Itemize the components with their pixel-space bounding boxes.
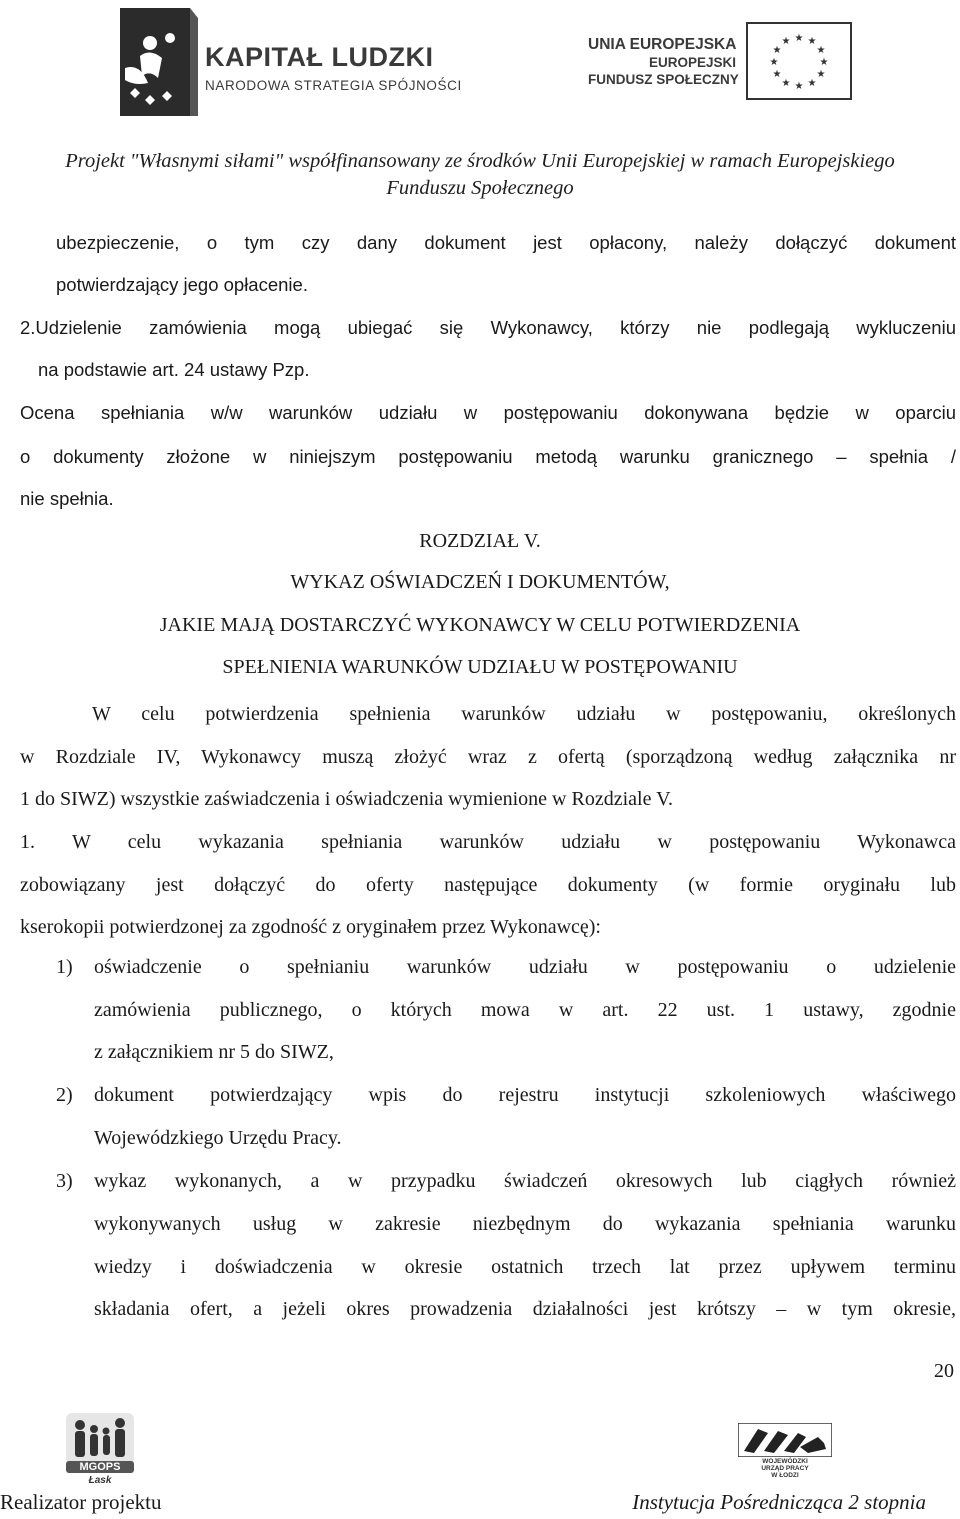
ue-logo-line3: FUNDUSZ SPOŁECZNY <box>588 72 739 87</box>
paragraph-line: nie spełnia. <box>20 488 114 509</box>
project-line-2: Funduszu Społecznego <box>386 177 574 199</box>
list-item-line: Wojewódzkiego Urzędu Pracy. <box>94 1127 342 1149</box>
list-item-line: wykonywanych usług w zakresie niezbędnym do wykazania spełniania warunku <box>94 1213 956 1235</box>
paragraph-line: na podstawie art. 24 ustawy Pzp. <box>38 359 310 380</box>
paragraph-line: 1. W celu wykazania spełniania warunków udziału w postępowaniu Wykonawca <box>20 831 956 853</box>
wup-logo-text <box>738 1458 832 1479</box>
wup-logo-line1: WOJEWÓDZKI <box>762 1458 808 1465</box>
paragraph-line: 2.Udzielenie zamówienia mogą ubiegać się Wykonawcy, którzy nie podlegają wykluczeniu <box>20 317 956 338</box>
footer-intermediate-institution: Instytucja Pośrednicząca 2 stopnia <box>632 1490 926 1514</box>
paragraph-line: potwierdzający jego opłacenie. <box>56 274 308 295</box>
svg-text:★: ★ <box>794 81 804 92</box>
mgops-logo-line1: MGOPS <box>66 1461 134 1473</box>
list-item-line: oświadczenie o spełnianiu warunków udziału w postępowaniu o udzielenie <box>94 956 956 978</box>
mgops-logo-line2: Łask <box>88 1475 112 1486</box>
list-item-line: wykaz wykonanych, a w przypadku świadczeń okresowych lub ciągłych również <box>94 1170 956 1192</box>
svg-text:★: ★ <box>772 69 782 80</box>
kapital-ludzki-subtitle: NARODOWA STRATEGIA SPÓJNOŚCI <box>205 78 462 93</box>
list-item-line: wiedzy i doświadczenia w okresie ostatnich trzech lat przez upływem terminu <box>94 1256 956 1278</box>
paragraph-line: ubezpieczenie, o tym czy dany dokument jest opłacony, należy dołączyć dokument <box>56 232 956 253</box>
svg-text:★: ★ <box>807 36 817 47</box>
project-header <box>0 148 960 202</box>
svg-text:★: ★ <box>781 78 791 89</box>
wup-logo-line3: W ŁODZI <box>771 1472 799 1479</box>
list-item-line: dokument potwierdzający wpis do rejestru instytucji szkoleniowych właściwego <box>94 1084 956 1106</box>
mgops-logo <box>66 1413 134 1486</box>
page-number: 20 <box>934 1360 954 1382</box>
kapital-ludzki-logo <box>120 8 465 118</box>
svg-text:★: ★ <box>816 69 826 80</box>
paragraph-line: kserokopii potwierdzonej za zgodność z oryginałem przez Wykonawcę): <box>20 916 601 938</box>
svg-text:★: ★ <box>816 45 826 56</box>
chapter-heading-line: JAKIE MAJĄ DOSTARCZYĆ WYKONAWCY W CELU POTWIERDZENIA <box>159 614 801 636</box>
paragraph-line: 1 do SIWZ) wszystkie zaświadczenia i oświadczenia wymienione w Rozdziale V. <box>20 788 673 810</box>
paragraph-line: W celu potwierdzenia spełnienia warunków udziału w postępowaniu, określonych <box>92 703 956 725</box>
ue-logo-line2: EUROPEJSKI <box>648 55 736 70</box>
project-line-1: Projekt "Własnymi siłami" współfinansowany ze środków Unii Europejskiej w ramach Europejskiego <box>65 150 895 172</box>
chapter-heading-line: SPEŁNIENIA WARUNKÓW UDZIAŁU W POSTĘPOWANIU <box>222 656 738 678</box>
wup-arrows-icon <box>738 1423 832 1457</box>
kapital-ludzki-emblem-icon <box>120 8 200 118</box>
footer-implementer: Realizator projektu <box>0 1490 162 1514</box>
svg-text:★: ★ <box>794 33 804 44</box>
chapter-title: ROZDZIAŁ V. <box>419 530 541 552</box>
list-item-line: składania ofert, a jeżeli okres prowadzenia działalności jest krótszy – w tym okresie, <box>94 1298 956 1320</box>
family-icon <box>66 1413 134 1465</box>
list-item-number: 3) <box>56 1170 73 1192</box>
svg-text:★: ★ <box>807 78 817 89</box>
kapital-ludzki-title: KAPITAŁ LUDZKI <box>205 42 434 72</box>
list-item-number: 2) <box>56 1084 73 1106</box>
eu-flag-icon <box>746 22 852 100</box>
svg-text:★: ★ <box>781 36 791 47</box>
paragraph-line: Ocena spełniania w/w warunków udziału w postępowaniu dokonywana będzie w oparciu <box>20 402 956 423</box>
svg-text:★: ★ <box>819 57 829 68</box>
paragraph-line: zobowiązany jest dołączyć do oferty następujące dokumenty (w formie oryginału lub <box>20 874 956 896</box>
svg-text:★: ★ <box>769 57 779 68</box>
paragraph-line: o dokumenty złożone w niniejszym postępowaniu metodą warunku granicznego – spełnia / <box>20 446 956 467</box>
svg-text:★: ★ <box>772 45 782 56</box>
wup-lodz-logo <box>738 1423 832 1481</box>
eu-social-fund-logo <box>588 22 853 102</box>
list-item-number: 1) <box>56 956 73 978</box>
ue-logo-line1: UNIA EUROPEJSKA <box>588 36 737 53</box>
list-item-line: z załącznikiem nr 5 do SIWZ, <box>94 1041 334 1063</box>
paragraph-line: w Rozdziale IV, Wykonawcy muszą złożyć wraz z ofertą (sporządzoną według załącznika nr <box>20 746 956 768</box>
list-item-line: zamówienia publicznego, o których mowa w art. 22 ust. 1 ustawy, zgodnie <box>94 999 956 1021</box>
wup-logo-line2: URZĄD PRACY <box>761 1465 809 1472</box>
chapter-heading-line: WYKAZ OŚWIADCZEŃ I DOKUMENTÓW, <box>290 571 670 593</box>
